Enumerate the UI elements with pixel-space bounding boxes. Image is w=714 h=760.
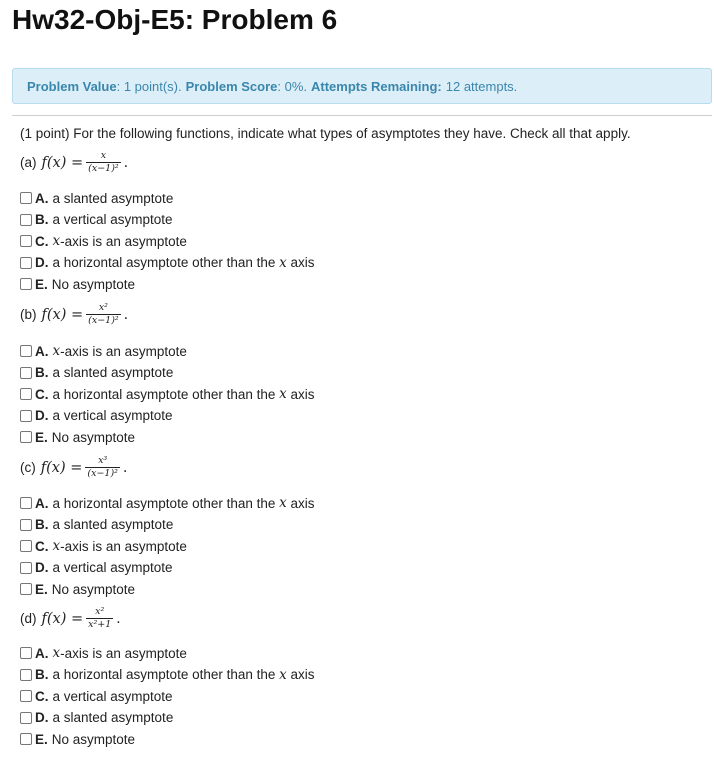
part-c-function bbox=[20, 456, 127, 479]
option-text: a horizontal asymptote other than the bbox=[52, 667, 280, 682]
option-letter: A. bbox=[35, 190, 49, 206]
problem-score-label: Problem Score bbox=[185, 78, 278, 94]
option-math-x: x bbox=[52, 538, 61, 554]
option-math-x: x bbox=[52, 645, 61, 661]
fraction-denominator: x²+1 bbox=[88, 619, 112, 630]
option-letter: C. bbox=[35, 538, 49, 554]
option-text: a slanted asymptote bbox=[52, 517, 174, 532]
option-checkbox[interactable] bbox=[20, 410, 32, 422]
option-b-c[interactable] bbox=[20, 384, 315, 404]
fraction bbox=[85, 456, 120, 479]
option-text: a horizontal asymptote other than the bbox=[52, 386, 280, 402]
period: . bbox=[123, 306, 129, 323]
part-label: (a) bbox=[20, 155, 37, 170]
option-c-c[interactable] bbox=[20, 536, 187, 556]
problem-info-bar bbox=[12, 68, 712, 104]
period: . bbox=[116, 610, 121, 627]
option-checkbox[interactable] bbox=[20, 431, 32, 443]
option-d-a[interactable] bbox=[20, 643, 187, 663]
option-a-e[interactable] bbox=[20, 274, 135, 294]
option-letter: B. bbox=[35, 667, 49, 682]
option-math-x: x bbox=[279, 495, 287, 511]
fraction-denominator: (x−1)² bbox=[88, 315, 119, 326]
option-letter: E. bbox=[35, 731, 48, 747]
option-letter: D. bbox=[35, 408, 49, 423]
option-letter: C. bbox=[35, 386, 49, 402]
option-d-c[interactable] bbox=[20, 686, 173, 706]
fraction-numerator: x³ bbox=[98, 455, 108, 466]
option-checkbox[interactable] bbox=[20, 540, 32, 552]
fraction bbox=[86, 607, 113, 630]
option-text: a vertical asymptote bbox=[52, 408, 173, 423]
option-math-x: x bbox=[279, 386, 287, 402]
fraction bbox=[86, 303, 121, 326]
option-checkbox[interactable] bbox=[20, 388, 32, 400]
option-c-e[interactable] bbox=[20, 579, 135, 599]
problem-value-label: Problem Value bbox=[27, 78, 117, 94]
option-letter: D. bbox=[35, 560, 49, 575]
option-text: a vertical asymptote bbox=[52, 560, 173, 575]
option-letter: E. bbox=[35, 581, 48, 597]
option-letter: B. bbox=[35, 365, 49, 380]
option-letter: A. bbox=[35, 343, 49, 359]
option-checkbox[interactable] bbox=[20, 733, 32, 745]
option-text: No asymptote bbox=[51, 581, 136, 597]
option-letter: D. bbox=[35, 710, 49, 725]
option-d-e[interactable] bbox=[20, 729, 135, 749]
option-text-suffix: -axis is an asymptote bbox=[60, 343, 187, 359]
option-c-a[interactable] bbox=[20, 493, 315, 513]
function-notation: f(x) = bbox=[41, 306, 84, 323]
option-text: a slanted asymptote bbox=[52, 365, 174, 380]
option-d-b[interactable] bbox=[20, 665, 315, 685]
option-checkbox[interactable] bbox=[20, 712, 32, 724]
part-a-function bbox=[20, 151, 128, 174]
option-checkbox[interactable] bbox=[20, 345, 32, 357]
option-letter: B. bbox=[35, 517, 49, 532]
option-a-a[interactable] bbox=[20, 188, 173, 208]
problem-body bbox=[12, 115, 712, 760]
option-checkbox[interactable] bbox=[20, 278, 32, 290]
option-checkbox[interactable] bbox=[20, 214, 32, 226]
period: . bbox=[123, 154, 129, 171]
option-text-suffix: -axis is an asymptote bbox=[60, 538, 187, 554]
option-text-suffix: axis bbox=[286, 495, 315, 511]
option-a-c[interactable] bbox=[20, 231, 187, 251]
option-d-d[interactable] bbox=[20, 708, 173, 728]
fraction-numerator: x² bbox=[95, 606, 105, 617]
option-checkbox[interactable] bbox=[20, 669, 32, 681]
option-letter: C. bbox=[35, 233, 49, 249]
fraction-numerator: x² bbox=[98, 302, 108, 313]
option-math-x: x bbox=[52, 233, 61, 249]
option-c-b[interactable] bbox=[20, 515, 173, 535]
problem-value-text: : 1 point(s). bbox=[116, 78, 182, 94]
function-notation: f(x) = bbox=[41, 610, 84, 627]
option-text: No asymptote bbox=[51, 276, 136, 292]
option-text: a horizontal asymptote other than the bbox=[52, 495, 280, 511]
option-checkbox[interactable] bbox=[20, 235, 32, 247]
page-title: Hw32-Obj-E5: Problem 6 bbox=[12, 4, 338, 35]
option-math-x: x bbox=[279, 666, 287, 683]
option-text: a slanted asymptote bbox=[52, 190, 174, 206]
period: . bbox=[122, 459, 128, 476]
option-checkbox[interactable] bbox=[20, 519, 32, 531]
option-b-a[interactable] bbox=[20, 341, 187, 361]
option-checkbox[interactable] bbox=[20, 192, 32, 204]
problem-score-text: : 0%. bbox=[277, 78, 308, 94]
option-letter: E. bbox=[35, 276, 48, 292]
option-b-e[interactable] bbox=[20, 427, 135, 447]
option-text: a vertical asymptote bbox=[52, 212, 173, 227]
option-text: No asymptote bbox=[51, 429, 136, 445]
attempts-remaining-text: 12 attempts. bbox=[445, 78, 518, 94]
part-label: (b) bbox=[20, 307, 37, 322]
option-letter: C. bbox=[35, 688, 49, 704]
option-c-d[interactable] bbox=[20, 558, 173, 578]
option-text-suffix: axis bbox=[286, 255, 315, 270]
part-b-function bbox=[20, 303, 128, 326]
option-text-suffix: -axis is an asymptote bbox=[60, 645, 187, 661]
fraction bbox=[86, 151, 121, 174]
option-checkbox[interactable] bbox=[20, 367, 32, 379]
attempts-remaining-label: Attempts Remaining: bbox=[311, 78, 442, 94]
option-text: a vertical asymptote bbox=[52, 688, 173, 704]
fraction-denominator: (x−1)² bbox=[88, 163, 119, 174]
option-checkbox[interactable] bbox=[20, 690, 32, 702]
option-a-d[interactable] bbox=[20, 253, 315, 273]
option-math-x: x bbox=[52, 343, 61, 359]
option-checkbox[interactable] bbox=[20, 647, 32, 659]
part-label: (d) bbox=[20, 611, 37, 626]
option-letter: D. bbox=[35, 255, 49, 270]
part-d-function bbox=[20, 607, 121, 630]
function-notation: f(x) = bbox=[40, 459, 83, 476]
function-notation: f(x) = bbox=[41, 154, 84, 171]
option-math-x: x bbox=[279, 254, 287, 271]
option-checkbox[interactable] bbox=[20, 497, 32, 509]
option-letter: A. bbox=[35, 495, 49, 511]
option-checkbox[interactable] bbox=[20, 257, 32, 269]
option-text: No asymptote bbox=[51, 731, 136, 747]
option-letter: B. bbox=[35, 212, 49, 227]
fraction-denominator: (x−1)² bbox=[87, 468, 118, 479]
option-b-d[interactable] bbox=[20, 406, 173, 426]
problem-intro: (1 point) For the following functions, indicate what types of asymptotes they have. Check all that apply. bbox=[20, 126, 631, 141]
option-text: a slanted asymptote bbox=[52, 710, 174, 725]
option-a-b[interactable] bbox=[20, 210, 173, 230]
option-checkbox[interactable] bbox=[20, 583, 32, 595]
option-checkbox[interactable] bbox=[20, 562, 32, 574]
option-text: a horizontal asymptote other than the bbox=[52, 255, 280, 270]
option-text-suffix: axis bbox=[286, 667, 315, 682]
option-b-b[interactable] bbox=[20, 363, 173, 383]
option-letter: E. bbox=[35, 429, 48, 445]
part-label: (c) bbox=[20, 460, 36, 475]
option-text-suffix: axis bbox=[286, 386, 315, 402]
option-text-suffix: -axis is an asymptote bbox=[60, 233, 187, 249]
option-letter: A. bbox=[35, 645, 49, 661]
fraction-numerator: x bbox=[100, 150, 107, 161]
